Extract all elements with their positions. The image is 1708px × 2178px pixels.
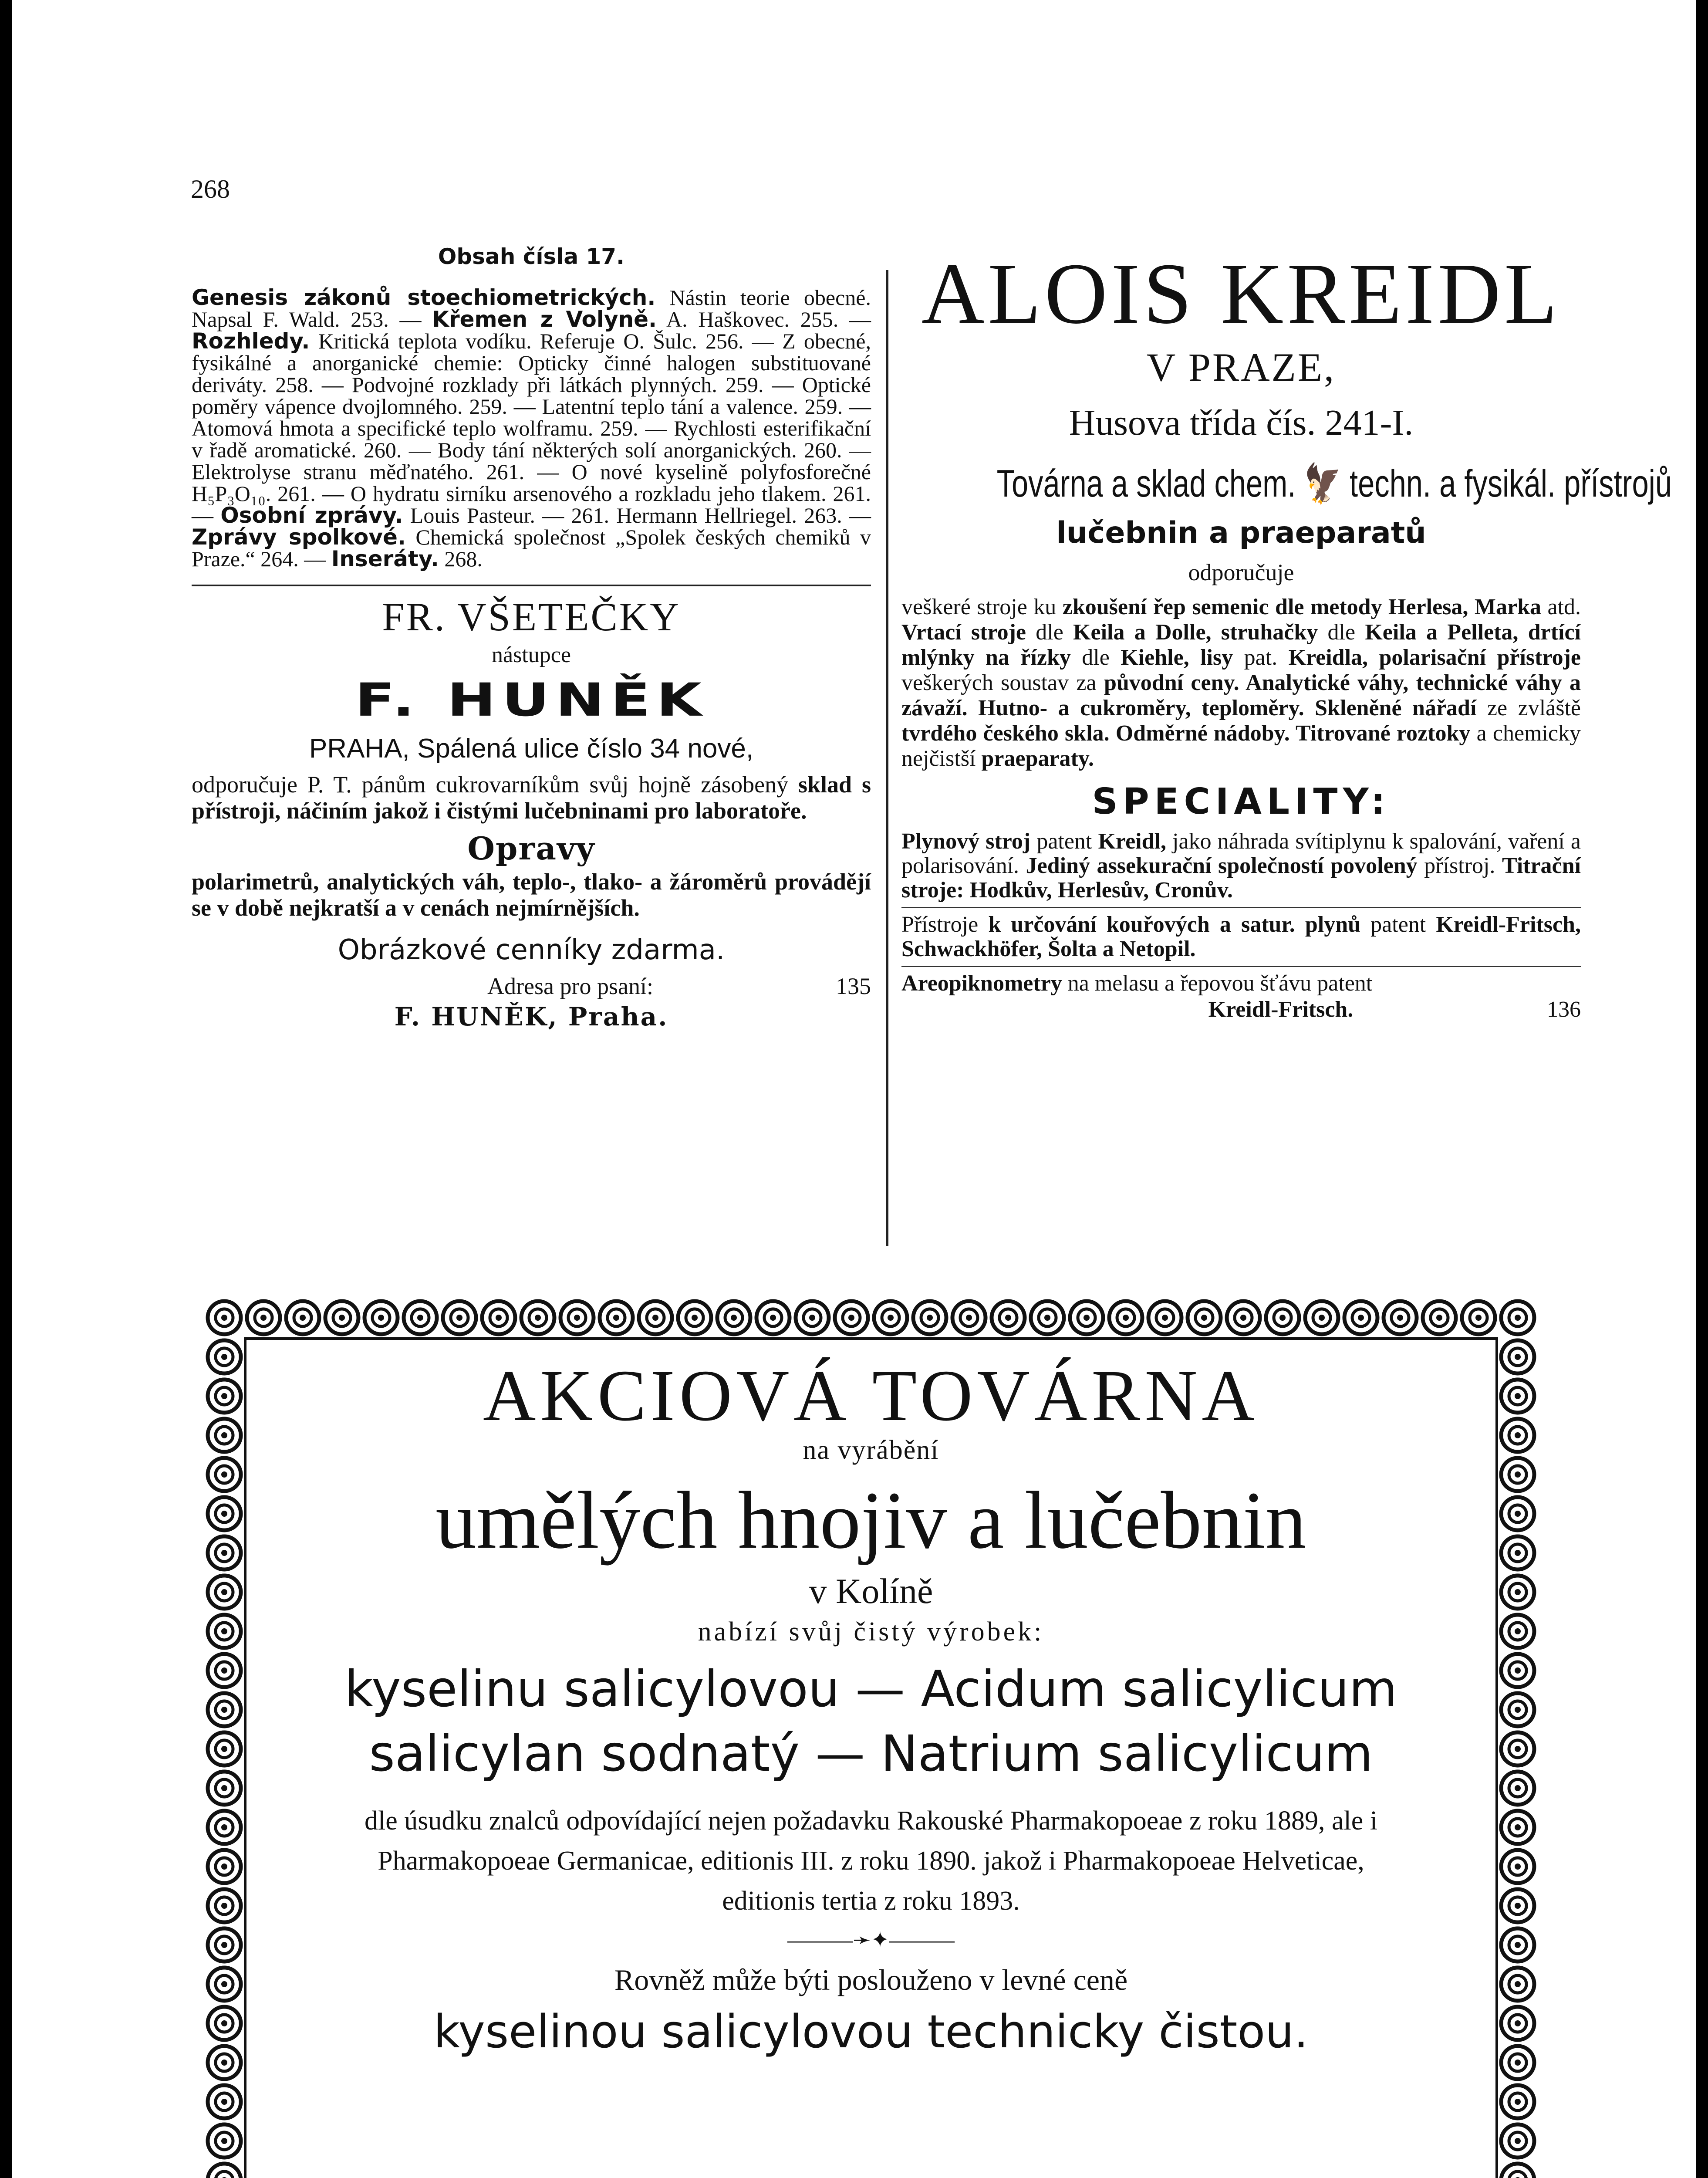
hunek-firm-name: F. HUNĚK (355, 673, 708, 727)
kolin-sodium: salicylan sodnatý — Natrium salicylicum (369, 1725, 1373, 1782)
kreidl-desc-bold: praeparaty. (981, 746, 1094, 771)
factory-chem: Továrna a sklad chem. (996, 462, 1296, 505)
ad-number: 135 (836, 973, 871, 999)
ornament-divider: ———➛✦——— (787, 1928, 955, 1952)
kreidl-recommends: odporučuje (1188, 559, 1294, 585)
kreidl-desc-text: a chemicky nejčistší (901, 721, 1581, 771)
spec-text: přístroj. (1417, 853, 1502, 878)
vsetecky-successor: nástupce (492, 643, 571, 667)
contents-section: Rozhledy. (192, 328, 310, 354)
spec-bold: k určování kouřových a satur. plynů (988, 912, 1361, 937)
spec-bold: Areopiknometry (901, 971, 1062, 996)
kreidl-desc-bold: tvrdého českého skla. Odměrné nádoby. Titrované roztoky (901, 721, 1471, 746)
contents-entry: Chemická společnost „Spolek českých chemiků v Praze.“ 264. — (192, 525, 871, 571)
kreidl-desc-text: atd. (1541, 595, 1581, 619)
specialties-heading: SPECIALITY: (1092, 781, 1391, 822)
divider (192, 585, 871, 586)
kolin-place: v Kolíně (809, 1571, 933, 1611)
kolin-acid: kyselinu salicylovou — Acidum salicylicum (344, 1660, 1397, 1718)
kreidl-footer-row (901, 996, 1581, 1024)
spec-bold: Kreidl-Fritsch, Schwackhöfer, Šolta a Netopil. (901, 912, 1581, 961)
kreidl-desc-bold: Kreidla, polarisační přístroje (1288, 645, 1581, 670)
hunek-address: PRAHA, Spálená ulice číslo 34 nové, (309, 734, 754, 764)
spec-bold: Kreidl, (1098, 829, 1166, 854)
repairs-text: polarimetrů, analytických váh, teplo-, tlako- a žároměrů provádějí se v době nejkratší a v cenách nejmírnějších. (192, 869, 871, 921)
hunek-offer (192, 771, 871, 824)
hunek-offer-text: odporučuje P. T. pánům cukrovarníkům svůj hojně zásobený (192, 771, 798, 798)
ornamental-border-right (1498, 1298, 1537, 2178)
contents-title: Obsah čísla 17. (438, 244, 625, 269)
address-label: Adresa pro psaní: (487, 973, 653, 999)
kolin-inner (244, 1337, 1498, 2178)
page-number: 268 (191, 175, 230, 203)
kreidl-desc-text: dle (1070, 645, 1121, 670)
kreidl-desc-text: dle (1026, 620, 1073, 645)
eagle-icon: 🦅 (1304, 462, 1341, 505)
kreidl-desc-text: dle (1318, 620, 1365, 645)
spec-text: patent (1030, 829, 1098, 854)
contents-entry: 268. (439, 547, 483, 571)
divider (901, 966, 1581, 967)
contents-section: Osobní zprávy. (220, 503, 403, 528)
address-row (192, 972, 871, 1000)
kreidl-desc-bold: zkoušení řep semenic dle metody Herlesa, Marka (1062, 595, 1541, 619)
flue-gas-apparatus (901, 913, 1581, 961)
spec-text: patent (1360, 912, 1436, 937)
kolin-technical: kyselinou salicylovou technicky čistou. (433, 2005, 1309, 2058)
kolin-advertisement (205, 1298, 1537, 2178)
spec-bold: Plynový stroj (901, 829, 1031, 854)
kreidl-desc-text: pat. (1233, 645, 1289, 670)
kreidl-desc-bold: Vrtací stroje (901, 620, 1026, 645)
kreidl-city: V PRAZE, (1146, 345, 1336, 389)
spec-text: Přístroje (901, 912, 989, 937)
catalogs-free: Obrázkové cenníky zdarma. (338, 934, 725, 966)
spec-bold: Jediný assekurační společností povolený (1026, 853, 1418, 878)
kreidl-desc-text: ze zvláště (1476, 696, 1581, 720)
kreidl-desc-text: veškerých soustav za (901, 670, 1104, 695)
hunek-signature: F. HUNĚK, Praha. (394, 1002, 668, 1032)
kreidl-fritsch: Kreidl-Fritsch. (1208, 997, 1354, 1022)
kreidl-street: Husova třída čís. 241-I. (1069, 402, 1414, 443)
kolin-for-making: na vyrábění (803, 1435, 939, 1465)
contents-entry: Nástin teorie obecné. Napsal F. Wald. 253. — (192, 285, 871, 331)
right-column (901, 244, 1672, 1024)
kreidl-description (901, 595, 1581, 771)
contents-entry: Kritická teplota vodíku. Referuje O. Šulc. 256. — Z obecné, fysikálné a anorganické chemie: Opticky činné halogen substituované deriváty. 258. — Podvojné rozklady při látkách plynných. 259. — Optické poměry vápence dvojlomného. 259. — Latentní teplo tání a valence. 259. — Atomová hmota a specifické teplo wolframu. 259. — Rychlosti esterifikační v řadě aromatické. 260. — Body tání některých solí anorganických. 260. — Elektrolyse stranu měďnatého. 261. — O nové kyselině polyfosforečné H₅P₃O₁₀. 261. — O hydratu sirníku arsenového a rozkladu jeho tlakem. 261. — (192, 329, 871, 528)
ad-number: 136 (1547, 997, 1581, 1022)
contents-section: Inseráty. (331, 546, 439, 572)
ornamental-border-left (205, 1298, 244, 2178)
kreidl-factory (901, 461, 1672, 506)
spec-text: jako náhrada svítiplynu k spalování, vaření a polarisování. (901, 829, 1581, 878)
spec-bold: Titrační stroje: Hodkův, Herlesův, Cronův. (901, 853, 1581, 903)
contents-section: Genesis zákonů stoechiometrických. (192, 285, 656, 310)
contents-entry: Louis Pasteur. — 261. Hermann Hellriegel. 263. — (403, 503, 871, 528)
kreidl-desc-text: veškeré stroje ku (901, 595, 1063, 619)
repairs-heading: Opravy (467, 830, 595, 867)
kreidl-name: ALOIS KREIDL (921, 246, 1561, 342)
kreidl-desc-bold: Kiehle, lisy (1121, 645, 1233, 670)
kreidl-desc-bold: Keila a Pelleta, drtící mlýnky na řízky (901, 620, 1581, 670)
kreidl-chemicals: lučebnin a praeparatů (1056, 516, 1426, 550)
kreidl-factory-line (997, 461, 1672, 506)
kolin-pharmacopoeia: dle úsudku znalců odpovídající nejen požadavku Rakouské Pharmakopoeae z roku 1889, ale i Pharmakopoeae Germanicae, editionis III. z roku 1890. jakož i Pharmakopoeae Helveticae, editionis tertia z roku 1893. (364, 1806, 1378, 1916)
left-column (192, 244, 871, 1032)
contents-section: Zprávy spolkové. (192, 524, 406, 550)
ornamental-border-top (205, 1298, 1537, 1337)
divider (901, 907, 1581, 908)
factory-instruments: techn. a fysikál. přístrojů (1350, 462, 1672, 505)
spec-text: na melasu a řepovou šťávu patent (1062, 971, 1373, 996)
gas-apparatus (901, 829, 1581, 903)
areopycnometer (901, 971, 1581, 996)
contents-section: Křemen z Volyně. (432, 307, 657, 332)
hunek-offer-bold: sklad s přístroji, náčiním jakož i čistými lučebninami pro laboratoře. (192, 771, 871, 824)
kreidl-desc-bold: Keila a Dolle, struhačky (1073, 620, 1318, 645)
kreidl-desc-bold: původní ceny. Analytické váhy, technické váhy a závaží. Hutno- a cukroměry, teploměry. Skleněné nářadí (901, 670, 1581, 720)
vsetecky-title: FR. VŠETEČKY (382, 595, 681, 639)
kolin-product: umělých hnojiv a lučebnin (435, 1475, 1306, 1566)
kolin-cheap: Rovněž může býti poslouženo v levné ceně (614, 1963, 1128, 1996)
scan-edge-right (1696, 0, 1708, 2178)
column-divider (886, 270, 888, 1246)
kolin-title: AKCIOVÁ TOVÁRNA (483, 1355, 1259, 1436)
kolin-offers: nabízí svůj čistý výrobek: (698, 1617, 1044, 1647)
scan-edge-left (0, 0, 12, 2178)
contents-text (192, 287, 871, 570)
contents-entry: A. Haškovec. 255. — (657, 307, 871, 331)
